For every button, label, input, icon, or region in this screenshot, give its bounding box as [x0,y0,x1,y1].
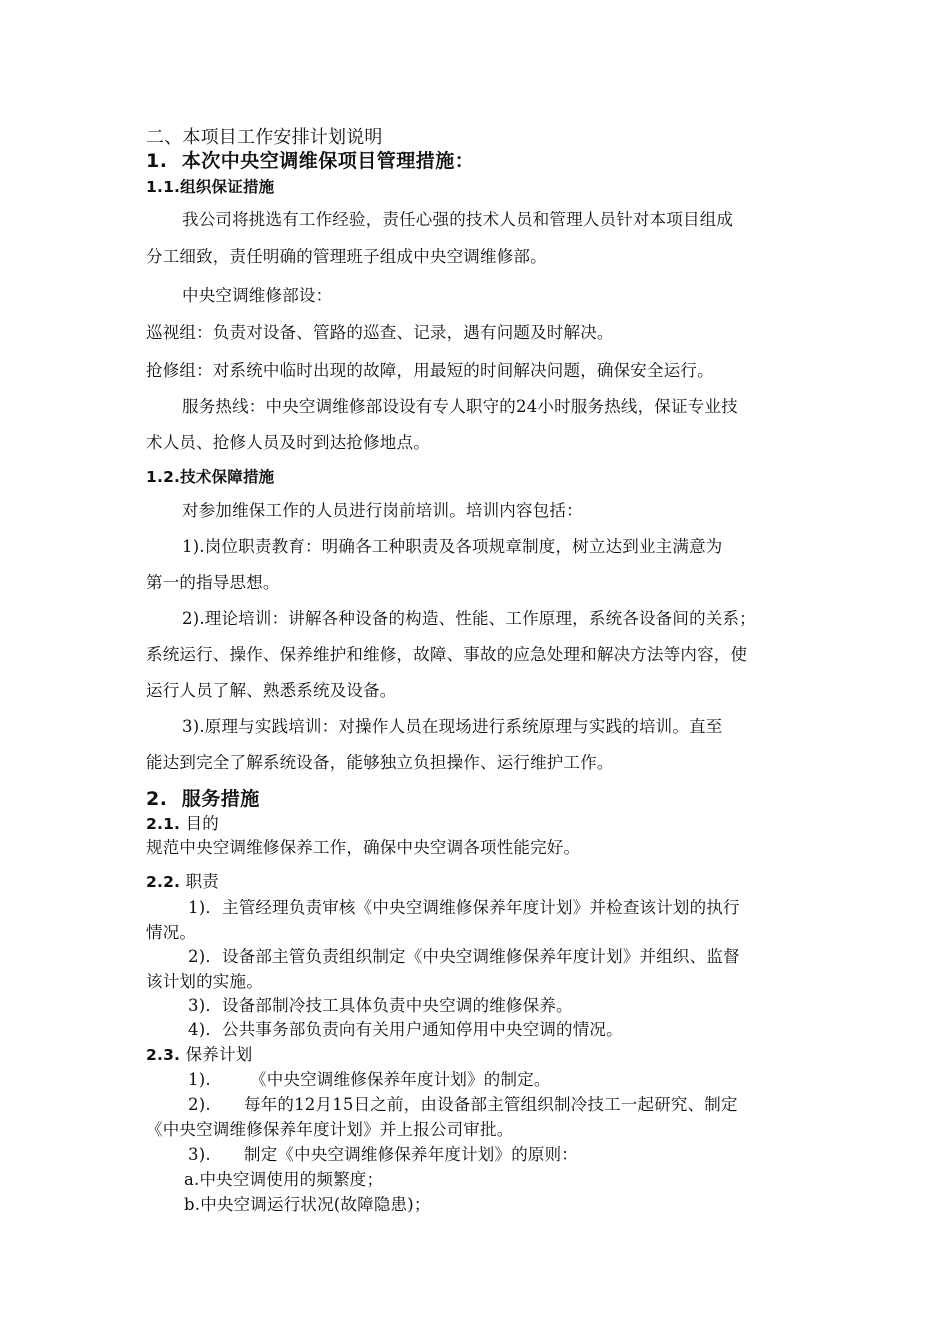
paragraph-line: 对参加维保工作的人员进行岗前培训。培训内容包括： [182,501,583,520]
heading-number: 1. [146,150,168,172]
heading-text: 本次中央空调维保项目管理措施： [181,150,475,172]
heading-number: 2. [146,788,168,810]
list-item [188,1145,578,1165]
paragraph-line: 抢修组：对系统中临时出现的故障，用最短的时间解决问题，确保安全运行。 [146,361,714,380]
list-number: 1). [188,1070,211,1089]
list-text: 《中央空调维修保养年度计划》的制定。 [250,1070,551,1089]
paragraph-line: 1).岗位职责教育：明确各工种职责及各项规章制度，树立达到业主满意为 [182,537,723,556]
heading-1-1: 1.1.组织保证措施 [146,178,275,196]
paragraph-line: 分工细致，责任明确的管理班子组成中央空调维修部。 [146,247,547,266]
paragraph-line: 该计划的实施。 [146,972,263,991]
paragraph-line: 我公司将挑选有工作经验，责任心强的技术人员和管理人员针对本项目组成 [182,210,734,229]
paragraph-line: 《中央空调维修保养年度计划》并上报公司审批。 [146,1120,514,1139]
subheading-text: 目的 [185,814,220,833]
subheading-2-2 [146,872,219,892]
list-item [188,1095,738,1115]
subheading-number: 2.2. [146,873,181,891]
paragraph-line: 2).理论培训：讲解各种设备的构造、性能、工作原理，系统各设备间的关系； [182,609,756,628]
subheading-number: 2.3. [146,1046,181,1064]
paragraph-line: 系统运行、操作、保养维护和维修，故障、事故的应急处理和解决方法等内容，使 [146,645,748,664]
subheading-number: 2.1. [146,815,181,833]
list-number: 3). [188,1145,211,1164]
paragraph-line: 能达到完全了解系统设备，能够独立负担操作、运行维护工作。 [146,753,614,772]
paragraph-line: 中央空调维修部设： [182,286,333,305]
subheading-text: 职责 [185,872,220,891]
heading-1 [146,151,474,171]
heading-text: 服务措施 [181,788,260,810]
paragraph-line: 运行人员了解、熟悉系统及设备。 [146,681,397,700]
paragraph-line: 巡视组：负责对设备、管路的巡查、记录，遇有问题及时解决。 [146,323,614,342]
heading-2 [146,789,260,809]
paragraph-line: 3).原理与实践培训：对操作人员在现场进行系统原理与实践的培训。直至 [182,717,723,736]
list-item: a.中央空调使用的频繁度； [184,1170,384,1189]
section-title: 二、本项目工作安排计划说明 [146,127,383,148]
list-item [188,1070,551,1090]
paragraph-line: 2)．设备部主管负责组织制定《中央空调维修保养年度计划》并组织、监督 [188,947,740,966]
subheading-text: 保养计划 [185,1045,253,1064]
paragraph-line: 4)．公共事务部负责向有关用户通知停用中央空调的情况。 [188,1020,623,1039]
list-text: 制定《中央空调维修保养年度计划》的原则： [244,1145,578,1164]
list-text: 每年的12月15日之前，由设备部主管组织制冷技工一起研究、制定 [244,1095,738,1114]
paragraph-line: 情况。 [146,923,197,942]
list-number: 2). [188,1095,211,1114]
subheading-2-3 [146,1045,252,1065]
subheading-2-1 [146,814,219,834]
paragraph-line: 规范中央空调维修保养工作，确保中央空调各项性能完好。 [146,838,581,857]
paragraph-line: 3)．设备部制冷技工具体负责中央空调的维修保养。 [188,996,573,1015]
paragraph-line: 1)．主管经理负责审核《中央空调维修保养年度计划》并检查该计划的执行 [188,898,740,917]
paragraph-line: 服务热线：中央空调维修部设设有专人职守的24小时服务热线，保证专业技 [182,397,738,416]
paragraph-line: 第一的指导思想。 [146,573,280,592]
heading-1-2: 1.2.技术保障措施 [146,468,275,486]
paragraph-line: 术人员、抢修人员及时到达抢修地点。 [146,433,430,452]
list-item: b.中央空调运行状况(故障隐患)； [184,1195,431,1214]
